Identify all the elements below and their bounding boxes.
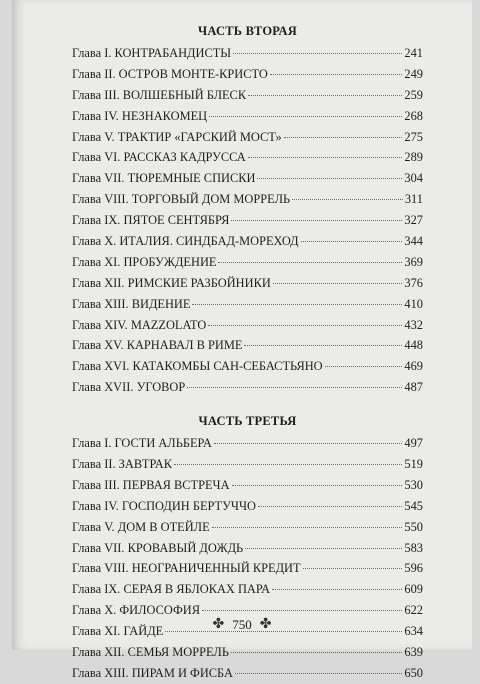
chapter-title: ТРАКТИР «ГАРСКИЙ МОСТ» — [117, 129, 282, 144]
chapter-label — [72, 356, 323, 377]
chapter-number: Глава V. — [72, 519, 115, 534]
chapter-number: Глава VIII. — [72, 561, 129, 576]
chapter-label — [72, 294, 190, 315]
toc-entry — [72, 64, 423, 85]
chapter-label — [72, 273, 271, 294]
dot-leader — [214, 443, 403, 444]
chapter-number: Глава XIII. — [72, 296, 129, 311]
page-number: 596 — [404, 561, 423, 576]
dot-leader — [272, 589, 402, 590]
page-number: 650 — [404, 665, 423, 680]
chapter-number: Глава III. — [72, 87, 120, 102]
dot-leader — [257, 178, 402, 179]
chapter-title: СЕМЬЯ МОРРЕЛЬ — [127, 645, 229, 660]
page-number: 639 — [404, 645, 423, 660]
dot-leader — [248, 157, 403, 158]
page-number: 327 — [404, 213, 423, 228]
chapter-number: Глава VI. — [72, 150, 121, 165]
chapter-number: Глава V. — [72, 129, 115, 144]
chapter-label — [72, 579, 270, 600]
dot-leader — [233, 53, 402, 54]
toc-list-part-two — [72, 43, 423, 398]
toc-entry — [72, 433, 423, 454]
chapter-title: ТОРГОВЫЙ ДОМ МОРРЕЛЬ — [131, 192, 291, 207]
chapter-label — [72, 210, 229, 231]
chapter-number: Глава IV. — [72, 498, 119, 513]
dot-leader — [301, 241, 403, 242]
chapter-label — [72, 454, 172, 475]
toc-entry — [72, 273, 423, 294]
toc-entry — [72, 85, 423, 106]
toc-entry — [72, 642, 423, 663]
dot-leader — [232, 485, 403, 486]
toc-entry — [72, 315, 423, 336]
chapter-label — [72, 475, 230, 496]
toc-entry — [72, 43, 423, 64]
dot-leader — [248, 95, 402, 96]
chapter-number: Глава II. — [72, 457, 116, 472]
dot-leader — [202, 610, 402, 611]
page-number: 469 — [404, 359, 423, 374]
chapter-label — [72, 252, 216, 273]
toc-entry — [72, 517, 423, 538]
toc-entry — [72, 496, 423, 517]
page-footer — [12, 616, 472, 633]
chapter-number: Глава X. — [72, 603, 117, 618]
dot-leader — [187, 387, 402, 388]
chapter-title: НЕОГРАНИЧЕННЫЙ КРЕДИТ — [131, 561, 301, 576]
chapter-number: Глава XII. — [72, 645, 125, 660]
book-page — [12, 0, 472, 680]
page-number: 249 — [404, 66, 423, 81]
chapter-title: ТЮРЕМНЫЕ СПИСКИ — [127, 171, 256, 186]
toc-entry — [72, 168, 423, 189]
chapter-number: Глава XV. — [72, 338, 124, 353]
dot-leader — [209, 116, 402, 117]
page-number: 545 — [404, 498, 423, 513]
chapter-number: Глава XI. — [72, 624, 121, 639]
toc-entry — [72, 335, 423, 356]
chapter-label — [72, 558, 301, 579]
chapter-number: Глава XVI. — [72, 359, 130, 374]
chapter-number: Глава XVII. — [72, 380, 134, 395]
dot-leader — [231, 652, 402, 653]
dot-leader — [245, 548, 402, 549]
chapter-label — [72, 377, 185, 398]
page-number: 275 — [404, 129, 423, 144]
toc-entry — [72, 454, 423, 475]
toc-entry — [72, 127, 423, 148]
chapter-label — [72, 106, 207, 127]
chapter-title: ФИЛОСОФИЯ — [119, 603, 200, 618]
toc-entry — [72, 210, 423, 231]
chapter-title: ПЕРВАЯ ВСТРЕЧА — [122, 477, 230, 492]
chapter-title: РИМСКИЕ РАЗБОЙНИКИ — [127, 275, 271, 290]
page-number: 241 — [404, 46, 423, 60]
chapter-title: MAZZOLATO — [130, 317, 207, 332]
dot-leader — [303, 568, 403, 569]
dot-leader — [174, 464, 402, 465]
chapter-label — [72, 85, 246, 106]
page-number: 622 — [404, 603, 423, 618]
chapter-label — [72, 642, 229, 663]
page-number: 519 — [404, 457, 423, 472]
toc-entry — [72, 231, 423, 252]
chapter-label — [72, 168, 255, 189]
toc-entry — [72, 663, 423, 684]
page-number: 432 — [404, 317, 423, 332]
page-number: 583 — [404, 540, 423, 555]
chapter-title: ВИДЕНИЕ — [131, 296, 191, 311]
chapter-label — [72, 433, 212, 454]
page-number: 634 — [404, 624, 423, 639]
page-number: 268 — [404, 108, 423, 123]
toc-entry — [72, 106, 423, 127]
chapter-title: ГОСТИ АЛЬБЕРА — [114, 436, 212, 451]
toc-entry — [72, 294, 423, 315]
chapter-title: НЕЗНАКОМЕЦ — [121, 108, 208, 123]
chapter-label — [72, 517, 210, 538]
page-number: 448 — [404, 338, 423, 353]
chapter-label — [72, 496, 256, 517]
chapter-number: Глава VIII. — [72, 192, 129, 207]
toc-entry — [72, 252, 423, 273]
fleuron-icon: ✤ — [259, 617, 272, 632]
dot-leader — [270, 74, 403, 75]
dot-leader — [208, 325, 402, 326]
dot-leader — [235, 673, 402, 674]
chapter-title: ГАЙДЕ — [123, 624, 164, 639]
chapter-label — [72, 663, 233, 684]
chapter-number: Глава XIII. — [72, 665, 129, 680]
fleuron-icon: ✤ — [212, 617, 225, 632]
chapter-number: Глава XIV. — [72, 317, 128, 332]
chapter-title: КАРНАВАЛ В РИМЕ — [126, 338, 243, 353]
chapter-title: РАССКАЗ КАДРУССА — [123, 150, 246, 165]
page-number: 369 — [404, 254, 423, 269]
chapter-title: УГОВОР — [136, 380, 186, 395]
part-title: ЧАСТЬ ТРЕТЬЯ — [198, 414, 297, 429]
page-number: 344 — [404, 234, 423, 249]
dot-leader — [273, 283, 403, 284]
chapter-title: ИТАЛИЯ. СИНДБАД-МОРЕХОД — [119, 234, 299, 249]
page-number: 530 — [404, 477, 423, 492]
page-number: 750 — [232, 616, 252, 632]
page-number: 289 — [404, 150, 423, 165]
chapter-title: КАТАКОМБЫ САН-СЕБАСТЬЯНО — [132, 359, 323, 374]
chapter-number: Глава III. — [72, 477, 120, 492]
chapter-title: КОНТРАБАНДИСТЫ — [114, 46, 232, 60]
toc-entry — [72, 579, 423, 600]
page-number: 410 — [404, 296, 423, 311]
chapter-number: Глава II. — [72, 66, 116, 81]
dot-leader — [258, 506, 402, 507]
toc-entry — [72, 147, 423, 168]
toc-entry — [72, 356, 423, 377]
chapter-label — [72, 127, 282, 148]
dot-leader — [192, 304, 402, 305]
dot-leader — [212, 527, 403, 528]
chapter-label — [72, 64, 268, 85]
toc-entry — [72, 189, 423, 210]
page-number: 376 — [404, 275, 423, 290]
table-of-contents — [72, 22, 423, 684]
chapter-title: ПИРАМ И ФИСБА — [131, 665, 233, 680]
chapter-title: ВОЛШЕБНЫЙ БЛЕСК — [122, 87, 247, 102]
chapter-label — [72, 43, 231, 64]
chapter-number: Глава IX. — [72, 213, 121, 228]
part-title: ЧАСТЬ ВТОРАЯ — [198, 24, 297, 38]
chapter-title: ПЯТОЕ СЕНТЯБРЯ — [123, 213, 230, 228]
chapter-number: Глава IV. — [72, 108, 119, 123]
chapter-label — [72, 538, 243, 559]
chapter-title: ДОМ В ОТЕЙЛЕ — [117, 519, 210, 534]
dot-leader — [231, 220, 402, 221]
chapter-number: Глава IX. — [72, 582, 121, 597]
chapter-label — [72, 335, 242, 356]
chapter-title: КРОВАВЫЙ ДОЖДЬ — [127, 540, 244, 555]
chapter-label — [72, 231, 299, 252]
dot-leader — [325, 366, 403, 367]
chapter-title: ЗАВТРАК — [118, 457, 173, 472]
chapter-number: Глава I. — [72, 436, 112, 451]
page-number: 311 — [404, 192, 423, 207]
dot-leader — [284, 137, 403, 138]
chapter-number: Глава VII. — [72, 540, 125, 555]
chapter-label — [72, 315, 206, 336]
chapter-title: ОСТРОВ МОНТЕ-КРИСТО — [118, 66, 268, 81]
toc-list-part-three — [72, 433, 423, 684]
page-number: 259 — [404, 87, 423, 102]
page-number: 487 — [404, 380, 423, 395]
toc-entry — [72, 377, 423, 398]
chapter-title: ГОСПОДИН БЕРТУЧЧО — [121, 498, 256, 513]
chapter-number: Глава VII. — [72, 171, 125, 186]
chapter-title: ПРОБУЖДЕНИЕ — [123, 254, 217, 269]
page-number: 497 — [404, 436, 423, 451]
dot-leader — [218, 262, 402, 263]
toc-entry — [72, 558, 423, 579]
chapter-label — [72, 189, 290, 210]
dot-leader — [244, 345, 402, 346]
page-number: 304 — [404, 171, 423, 186]
chapter-label — [72, 147, 246, 168]
toc-entry — [72, 538, 423, 559]
chapter-number: Глава XII. — [72, 275, 125, 290]
page-number: 550 — [404, 519, 423, 534]
chapter-title: СЕРАЯ В ЯБЛОКАХ ПАРА — [123, 582, 271, 597]
chapter-number: Глава I. — [72, 46, 112, 60]
page-number: 609 — [404, 582, 423, 597]
toc-entry — [72, 475, 423, 496]
chapter-number: Глава XI. — [72, 254, 121, 269]
chapter-number: Глава X. — [72, 234, 117, 249]
dot-leader — [292, 199, 403, 200]
